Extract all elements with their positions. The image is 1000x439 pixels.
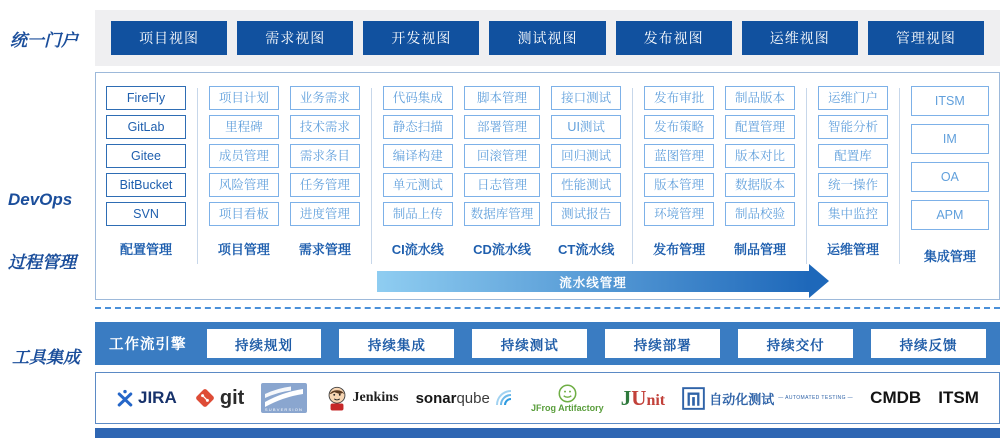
logo-text-part: nit <box>646 391 666 409</box>
process-item[interactable]: 风险管理 <box>209 173 279 197</box>
devops-process-label-line2: 过程管理 <box>8 253 76 272</box>
column-footer: 配置管理 <box>119 242 172 257</box>
process-item[interactable]: 成员管理 <box>209 144 279 168</box>
logo-text <box>416 390 490 407</box>
logo-text-part: ITSM <box>938 388 979 407</box>
jenkins-butler-icon <box>325 384 349 412</box>
jira-icon <box>116 389 134 407</box>
process-item[interactable]: 项目计划 <box>209 86 279 110</box>
dashed-divider <box>95 307 1000 309</box>
process-item[interactable]: 数据版本 <box>725 173 795 197</box>
logo-text <box>353 390 399 406</box>
process-item[interactable]: 数据库管理 <box>464 202 541 226</box>
process-item[interactable]: 发布审批 <box>644 86 714 110</box>
process-column-2 <box>209 86 279 258</box>
jenkins-logo <box>325 384 399 412</box>
column-footer: 运维管理 <box>826 242 879 257</box>
view-button-1[interactable]: 项目视图 <box>111 21 227 55</box>
process-item[interactable]: 项目看板 <box>209 202 279 226</box>
logo-text <box>709 389 774 408</box>
process-item[interactable]: 回滚管理 <box>464 144 541 168</box>
process-item[interactable]: APM <box>911 200 989 230</box>
process-column-1 <box>106 86 186 258</box>
column-footer: 需求管理 <box>298 242 351 257</box>
process-column-6 <box>551 86 621 258</box>
logo-text-part: Jenkins <box>352 390 399 405</box>
tool-integration-label: 工具集成 <box>12 348 80 367</box>
process-item[interactable]: FireFly <box>106 86 186 110</box>
tool-logo-row <box>95 372 1000 424</box>
process-item[interactable]: 制品校验 <box>725 202 795 226</box>
process-column-9 <box>818 86 888 258</box>
logo-text <box>531 404 604 413</box>
process-item[interactable]: GitLab <box>106 115 186 139</box>
process-column-5 <box>464 86 541 258</box>
workflow-bar <box>95 322 1000 365</box>
junit-logo <box>621 386 665 411</box>
automated-testing-icon <box>682 387 705 410</box>
logo-text-part: git <box>219 386 245 409</box>
process-item[interactable]: 编译构建 <box>383 144 453 168</box>
logo-text <box>138 388 177 408</box>
process-column-4 <box>383 86 453 258</box>
process-item[interactable]: 性能测试 <box>551 173 621 197</box>
process-item[interactable]: 蓝图管理 <box>644 144 714 168</box>
column-footer: 项目管理 <box>217 242 270 257</box>
process-column-8 <box>725 86 795 258</box>
logo-text-part: JFrog Artifactory <box>530 403 604 413</box>
logo-text <box>220 387 244 410</box>
column-footer: 集成管理 <box>923 249 976 264</box>
process-item[interactable]: 版本对比 <box>725 144 795 168</box>
git-icon <box>194 387 216 409</box>
itsm-logo <box>938 388 979 408</box>
portal-view-strip <box>95 10 1000 66</box>
jira-logo <box>116 388 177 408</box>
logo-text <box>621 386 665 411</box>
git-logo <box>194 387 244 410</box>
stage-3[interactable]: 持续测试 <box>472 329 587 358</box>
process-item[interactable]: 接口测试 <box>551 86 621 110</box>
stage-5[interactable]: 持续交付 <box>738 329 853 358</box>
view-button-3[interactable]: 开发视图 <box>363 21 479 55</box>
process-item[interactable]: Gitee <box>106 144 186 168</box>
logo-text <box>870 388 921 408</box>
column-divider <box>197 88 198 264</box>
devops-process-label <box>8 147 76 315</box>
view-button-6[interactable]: 运维视图 <box>742 21 858 55</box>
stage-4[interactable]: 持续部署 <box>605 329 720 358</box>
workflow-stages <box>207 329 987 358</box>
autotest-logo <box>682 387 853 410</box>
process-item[interactable]: BitBucket <box>106 173 186 197</box>
process-item[interactable]: 技术需求 <box>290 115 360 139</box>
process-column-10 <box>911 86 989 265</box>
process-item[interactable]: UI测试 <box>551 115 621 139</box>
process-item[interactable]: 制品上传 <box>383 202 453 226</box>
pipeline-arrow-label: 流水线管理 <box>559 275 627 290</box>
column-divider <box>371 88 372 264</box>
process-item[interactable]: 脚本管理 <box>464 86 541 110</box>
process-item[interactable]: IM <box>911 124 989 154</box>
column-footer: CD流水线 <box>473 242 531 257</box>
unified-portal-label: 统一门户 <box>10 31 78 50</box>
process-item[interactable]: 日志管理 <box>464 173 541 197</box>
process-item[interactable]: 部署管理 <box>464 115 541 139</box>
view-button-7[interactable]: 管理视图 <box>868 21 984 55</box>
column-divider <box>899 88 900 264</box>
process-item[interactable]: SVN <box>106 202 186 226</box>
logo-subtext: — AUTOMATED TESTING — <box>778 395 854 401</box>
process-item[interactable]: 需求条目 <box>290 144 360 168</box>
logo-text-part: sonar <box>415 389 457 407</box>
cmdb-logo <box>870 388 921 408</box>
logo-text-part: JIRA <box>138 388 177 407</box>
process-item[interactable]: 进度管理 <box>290 202 360 226</box>
column-divider <box>632 88 633 264</box>
devops-process-label-line1: DevOps <box>8 190 73 209</box>
bottom-accent-bar <box>95 428 1000 438</box>
view-button-2[interactable]: 需求视图 <box>237 21 353 55</box>
process-item[interactable]: 发布策略 <box>644 115 714 139</box>
process-item[interactable]: 版本管理 <box>644 173 714 197</box>
subversion-icon <box>261 383 307 413</box>
process-columns <box>96 73 999 265</box>
column-footer: 发布管理 <box>653 242 706 257</box>
logo-text-part: 自动化测试 <box>709 391 775 407</box>
logo-text <box>938 388 979 408</box>
stage-1[interactable]: 持续规划 <box>207 329 322 358</box>
stage-6[interactable]: 持续反馈 <box>871 329 986 358</box>
sonarqube-waves-icon <box>494 388 514 408</box>
view-button-5[interactable]: 发布视图 <box>616 21 732 55</box>
process-item[interactable]: 统一操作 <box>818 173 888 197</box>
logo-text-part: U <box>631 385 647 410</box>
jfrog-logo <box>531 383 604 413</box>
column-footer: 制品管理 <box>734 242 787 257</box>
process-column-7 <box>644 86 714 258</box>
process-item[interactable]: OA <box>911 162 989 192</box>
process-item[interactable]: 静态扫描 <box>383 115 453 139</box>
column-footer: CT流水线 <box>558 242 615 257</box>
process-item[interactable]: 代码集成 <box>383 86 453 110</box>
process-item[interactable]: 环境管理 <box>644 202 714 226</box>
process-item[interactable]: 测试报告 <box>551 202 621 226</box>
subversion-logo <box>261 383 307 413</box>
column-divider <box>806 88 807 264</box>
process-item[interactable]: 回归测试 <box>551 144 621 168</box>
process-column-3 <box>290 86 360 258</box>
process-management-panel <box>95 72 1000 300</box>
column-footer: CI流水线 <box>391 242 444 257</box>
process-item[interactable]: 业务需求 <box>290 86 360 110</box>
process-item[interactable]: 运维门户 <box>818 86 888 110</box>
view-button-4[interactable]: 测试视图 <box>489 21 605 55</box>
stage-2[interactable]: 持续集成 <box>339 329 454 358</box>
jfrog-frog-icon <box>557 383 578 404</box>
workflow-engine-label: 工作流引擎 <box>109 337 187 353</box>
pipeline-arrow <box>377 271 809 292</box>
logo-text-part: J <box>620 385 632 410</box>
process-item[interactable]: 单元测试 <box>383 173 453 197</box>
process-item[interactable]: 配置库 <box>818 144 888 168</box>
logo-text-part: CMDB <box>870 388 922 407</box>
process-item[interactable]: 制品版本 <box>725 86 795 110</box>
svg-text:SUBVERSION: SUBVERSION <box>265 407 304 412</box>
process-item[interactable]: 集中监控 <box>818 202 888 226</box>
process-item[interactable]: ITSM <box>911 86 989 116</box>
process-item[interactable]: 里程碑 <box>209 115 279 139</box>
process-item[interactable]: 配置管理 <box>725 115 795 139</box>
process-item[interactable]: 任务管理 <box>290 173 360 197</box>
process-item[interactable]: 智能分析 <box>818 115 888 139</box>
sonarqube-logo <box>416 388 514 408</box>
logo-text-part: qube <box>456 389 490 407</box>
